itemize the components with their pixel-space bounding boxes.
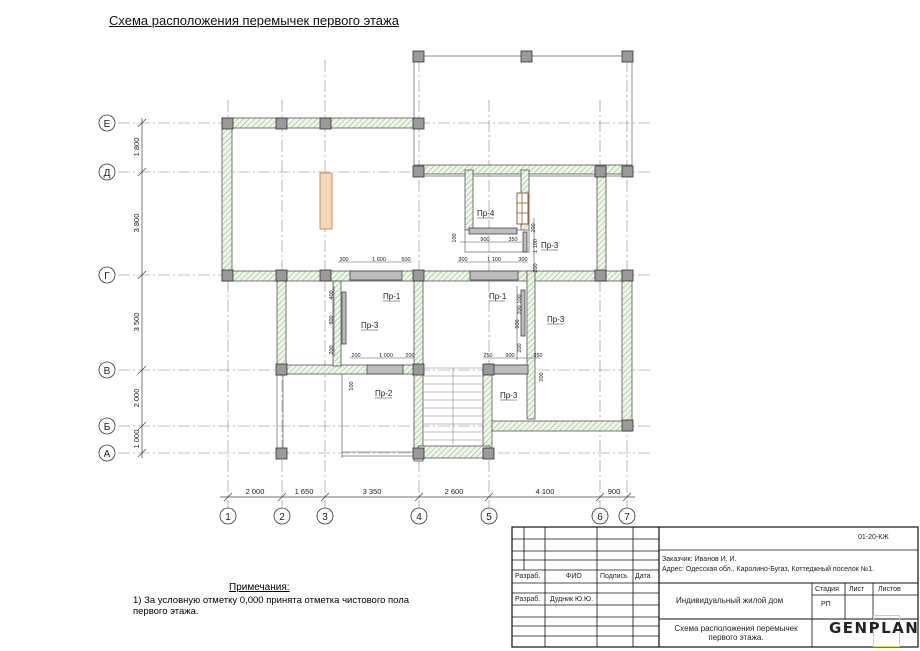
page-title: Схема расположения перемычек первого этажа — [109, 13, 399, 28]
axis-col-label: 2 — [279, 512, 285, 523]
lintel-label: Пр-1 — [383, 292, 401, 301]
small-dim: 1 600 — [372, 257, 386, 263]
small-dim: 900 — [480, 237, 490, 243]
lintel-label: Пр-3 — [541, 241, 559, 250]
stamp-row-name: Дудник Ю.Ю. — [550, 596, 594, 603]
axis-col-label: 5 — [486, 512, 492, 523]
small-dim: 100 — [349, 381, 355, 391]
small-dim: 100 — [517, 294, 523, 304]
genplan-logo: GENPLAN — [829, 619, 920, 637]
lintel-label: Пр-3 — [500, 391, 518, 400]
axis-col-label: 4 — [416, 512, 422, 523]
small-dim: 200 — [351, 353, 361, 359]
axis-col-label: 6 — [597, 512, 603, 523]
small-dim: 200 — [539, 372, 545, 382]
dim-vertical: 2 000 — [132, 388, 141, 408]
lintel-label: Пр-3 — [361, 321, 379, 330]
small-dim: 900 — [515, 319, 521, 329]
stamp-col-podpis: Подпись — [600, 573, 628, 580]
small-dim: 900 — [329, 315, 335, 325]
axis-row-label: Г — [104, 271, 110, 282]
small-dim: 200 — [405, 353, 415, 359]
document-code: 01-20-КЖ — [858, 534, 889, 541]
walls — [222, 118, 632, 461]
stamp-customer: Заказчик: Иванов И. И. — [662, 556, 737, 563]
small-dim: 400 — [329, 290, 335, 300]
small-dim: 250 — [483, 353, 493, 359]
axis-col-label: 1 — [225, 512, 231, 523]
notes-text: 1) За условную отметку 0,000 принята отметка чистового пола первого этажа. — [133, 595, 410, 617]
small-dim: 1 000 — [379, 353, 393, 359]
stamp-stadia: РП — [821, 601, 831, 608]
dim-vertical: 1 000 — [132, 429, 141, 449]
dim-horizontal: 2 600 — [444, 487, 464, 496]
stamp-row-razrab: Разраб. — [515, 596, 541, 603]
dim-horizontal: 2 000 — [245, 487, 265, 496]
chimney — [320, 173, 332, 229]
axis-row-label: А — [103, 449, 111, 460]
small-dim: 900 — [505, 353, 515, 359]
lintel-label: Пр-1 — [489, 292, 507, 301]
terrace-outline — [414, 56, 632, 176]
stairs — [424, 368, 482, 444]
small-dim: 1 100 — [487, 257, 501, 263]
stamp-col-data: Дата — [635, 573, 651, 580]
dim-horizontal: 1 650 — [294, 487, 314, 496]
small-dim: 300 — [458, 257, 468, 263]
dim-horizontal: 4 100 — [535, 487, 555, 496]
small-dim: 350 — [533, 353, 543, 359]
stamp-list-label: Лист — [849, 586, 865, 593]
dim-vertical: 1 800 — [132, 137, 141, 157]
stamp-col-razrab: Разраб. — [515, 573, 541, 580]
small-dim: 300 — [339, 257, 349, 263]
axis-row-label: Е — [103, 119, 111, 130]
axis-row-label: Д — [103, 168, 111, 179]
small-dim: 300 — [518, 257, 528, 263]
small-dim: 500 — [401, 257, 411, 263]
small-dim: 200 — [517, 305, 523, 315]
small-dim: 200 — [531, 223, 537, 233]
dim-horizontal: 3 350 — [362, 487, 382, 496]
axis-row-label: В — [103, 366, 111, 377]
axis-col-label: 7 — [624, 512, 630, 523]
columns — [222, 51, 633, 459]
small-dim: 100 — [452, 233, 458, 243]
stamp-sheet-title: Схема расположения перемычек первого этажа. — [674, 624, 798, 642]
lintel-label: Пр-2 — [375, 389, 393, 398]
small-dim: 200 — [533, 263, 539, 273]
small-dim: 1 100 — [533, 239, 539, 253]
notes-title: Примечания: — [229, 582, 290, 593]
lintel-label: Пр-4 — [477, 209, 495, 218]
axis-col-label: 3 — [322, 512, 328, 523]
stamp-stadia-label: Стадия — [815, 586, 839, 593]
axis-row-label: Б — [103, 422, 111, 433]
stamp-listov-label: Листов — [878, 586, 901, 593]
stamp-col-fio: ФИО — [566, 573, 582, 580]
small-dim: 350 — [508, 237, 518, 243]
small-dim: 200 — [329, 345, 335, 355]
vent-block — [517, 193, 528, 224]
dim-horizontal: 900 — [607, 487, 621, 496]
stamp-address: Адрес: Одесская обл., Каролино-Бугаз, Коттеджный поселок №1. — [662, 566, 875, 573]
stamp-object: Индивидуальный жилой дом — [676, 596, 784, 605]
dim-vertical: 3 500 — [132, 312, 141, 332]
small-dim: 200 — [517, 343, 523, 353]
dim-vertical: 3 800 — [132, 213, 141, 233]
lintel-label: Пр-3 — [547, 315, 565, 324]
